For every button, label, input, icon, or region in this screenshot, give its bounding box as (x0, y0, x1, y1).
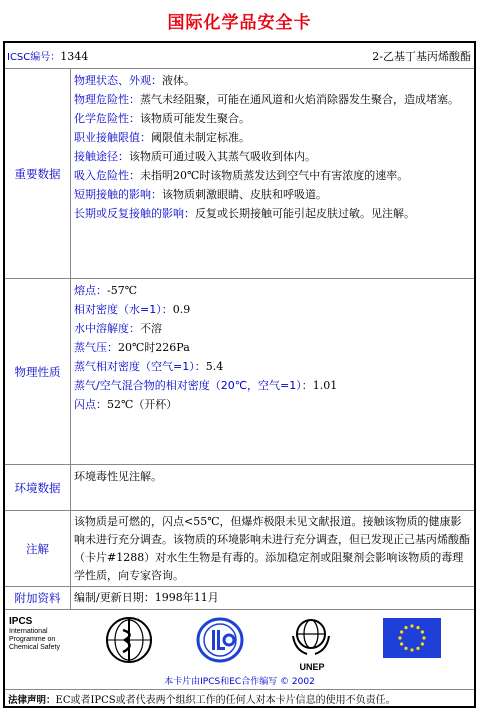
card-frame (3, 41, 476, 708)
logo-band (5, 610, 474, 690)
icsc-code-value: 1344 (60, 50, 89, 63)
legal-notice-text: EC或者IPCS或者代表两个组织工作的任何人对本卡片信息的使用不负责任。 (55, 695, 396, 706)
important-item: 化学危险性：该物质可能发生聚合。 (74, 112, 250, 125)
ipcs-name: IPCS (9, 616, 33, 627)
legal-notice (8, 691, 396, 706)
who-emblem-icon (105, 616, 153, 664)
physical-item: 蒸气压：20℃时226Pa (74, 341, 190, 354)
notes-text: 该物质是可燃的，闪点<55℃，但爆炸极限未见文献报道。接触该物质的健康影响未进行充分调查。该物质的环境影响未进行充分调查，但已发现正己基丙烯酸酯（卡片#1288）对水生生物是有毒的。添加稳定剂或阻聚剂会影响该物质的毒理学性质，向专家咨询。 (74, 515, 470, 582)
physical-item: 水中溶解度：不溶 (74, 322, 162, 335)
ilo-emblem-icon (195, 616, 245, 664)
physical-item: 熔点：-57℃ (74, 284, 138, 297)
chemical-name: 2-乙基丁基丙烯酸酯 (372, 50, 471, 63)
environment-label: 环境数据 (5, 465, 71, 510)
eu-flag-icon (383, 618, 441, 658)
important-data-content (72, 69, 474, 278)
important-item: 物理状态、外观：液体。 (74, 74, 195, 87)
card-title: 国际化学品安全卡 (167, 13, 312, 33)
environment-text: 环境毒性见注解。 (74, 470, 162, 483)
ipcs-logo: IPCS International Programme on Chemical Safety (9, 616, 60, 651)
credit-line: 本卡片由IPCS和EC合作编写 © 2002 (164, 677, 315, 687)
unep-emblem-icon (287, 614, 335, 662)
physical-item: 蒸气/空气混合物的相对密度（20℃，空气=1）：1.01 (74, 379, 338, 392)
important-item: 职业接触限值：阈限值未制定标准。 (74, 131, 250, 144)
notes-label: 注解 (5, 511, 71, 586)
important-item: 短期接触的影响：该物质刺激眼睛、皮肤和呼吸道。 (74, 188, 327, 201)
additional-info-text: 编制/更新日期：1998年11月 (74, 591, 219, 604)
important-item: 物理危险性：蒸气未经阻聚，可能在通风道和火焰消除器发生聚合，造成堵塞。 (74, 93, 459, 106)
icsc-code-label: ICSC编号： (7, 52, 61, 63)
notes-section (5, 511, 474, 587)
header-row (5, 43, 474, 69)
physical-item: 相对密度（水=1）：0.9 (74, 303, 191, 316)
physical-item: 闪点：52℃（开杯） (74, 398, 178, 411)
icsc-code (7, 48, 88, 63)
important-data-section (5, 69, 474, 279)
physical-properties-content (72, 279, 474, 464)
additional-info-section (5, 587, 474, 610)
physical-item: 蒸气相对密度（空气=1）：5.4 (74, 360, 224, 373)
important-item: 接触途径：该物质可通过吸入其蒸气吸收到体内。 (74, 150, 316, 163)
important-item: 吸入危险性：未指明20℃时该物质蒸发达到空气中有害浓度的速率。 (74, 169, 409, 182)
physical-properties-section (5, 279, 474, 465)
additional-info-label: 附加资料 (5, 587, 71, 609)
unep-label: UNEP (299, 662, 325, 672)
environment-section (5, 465, 474, 511)
physical-properties-label: 物理性质 (5, 279, 71, 464)
legal-notice-label: 法律声明： (8, 695, 56, 706)
important-item: 长期或反复接触的影响：反复或长期接触可能引起皮肤过敏。见注解。 (74, 207, 415, 220)
important-data-label: 重要数据 (5, 69, 71, 278)
